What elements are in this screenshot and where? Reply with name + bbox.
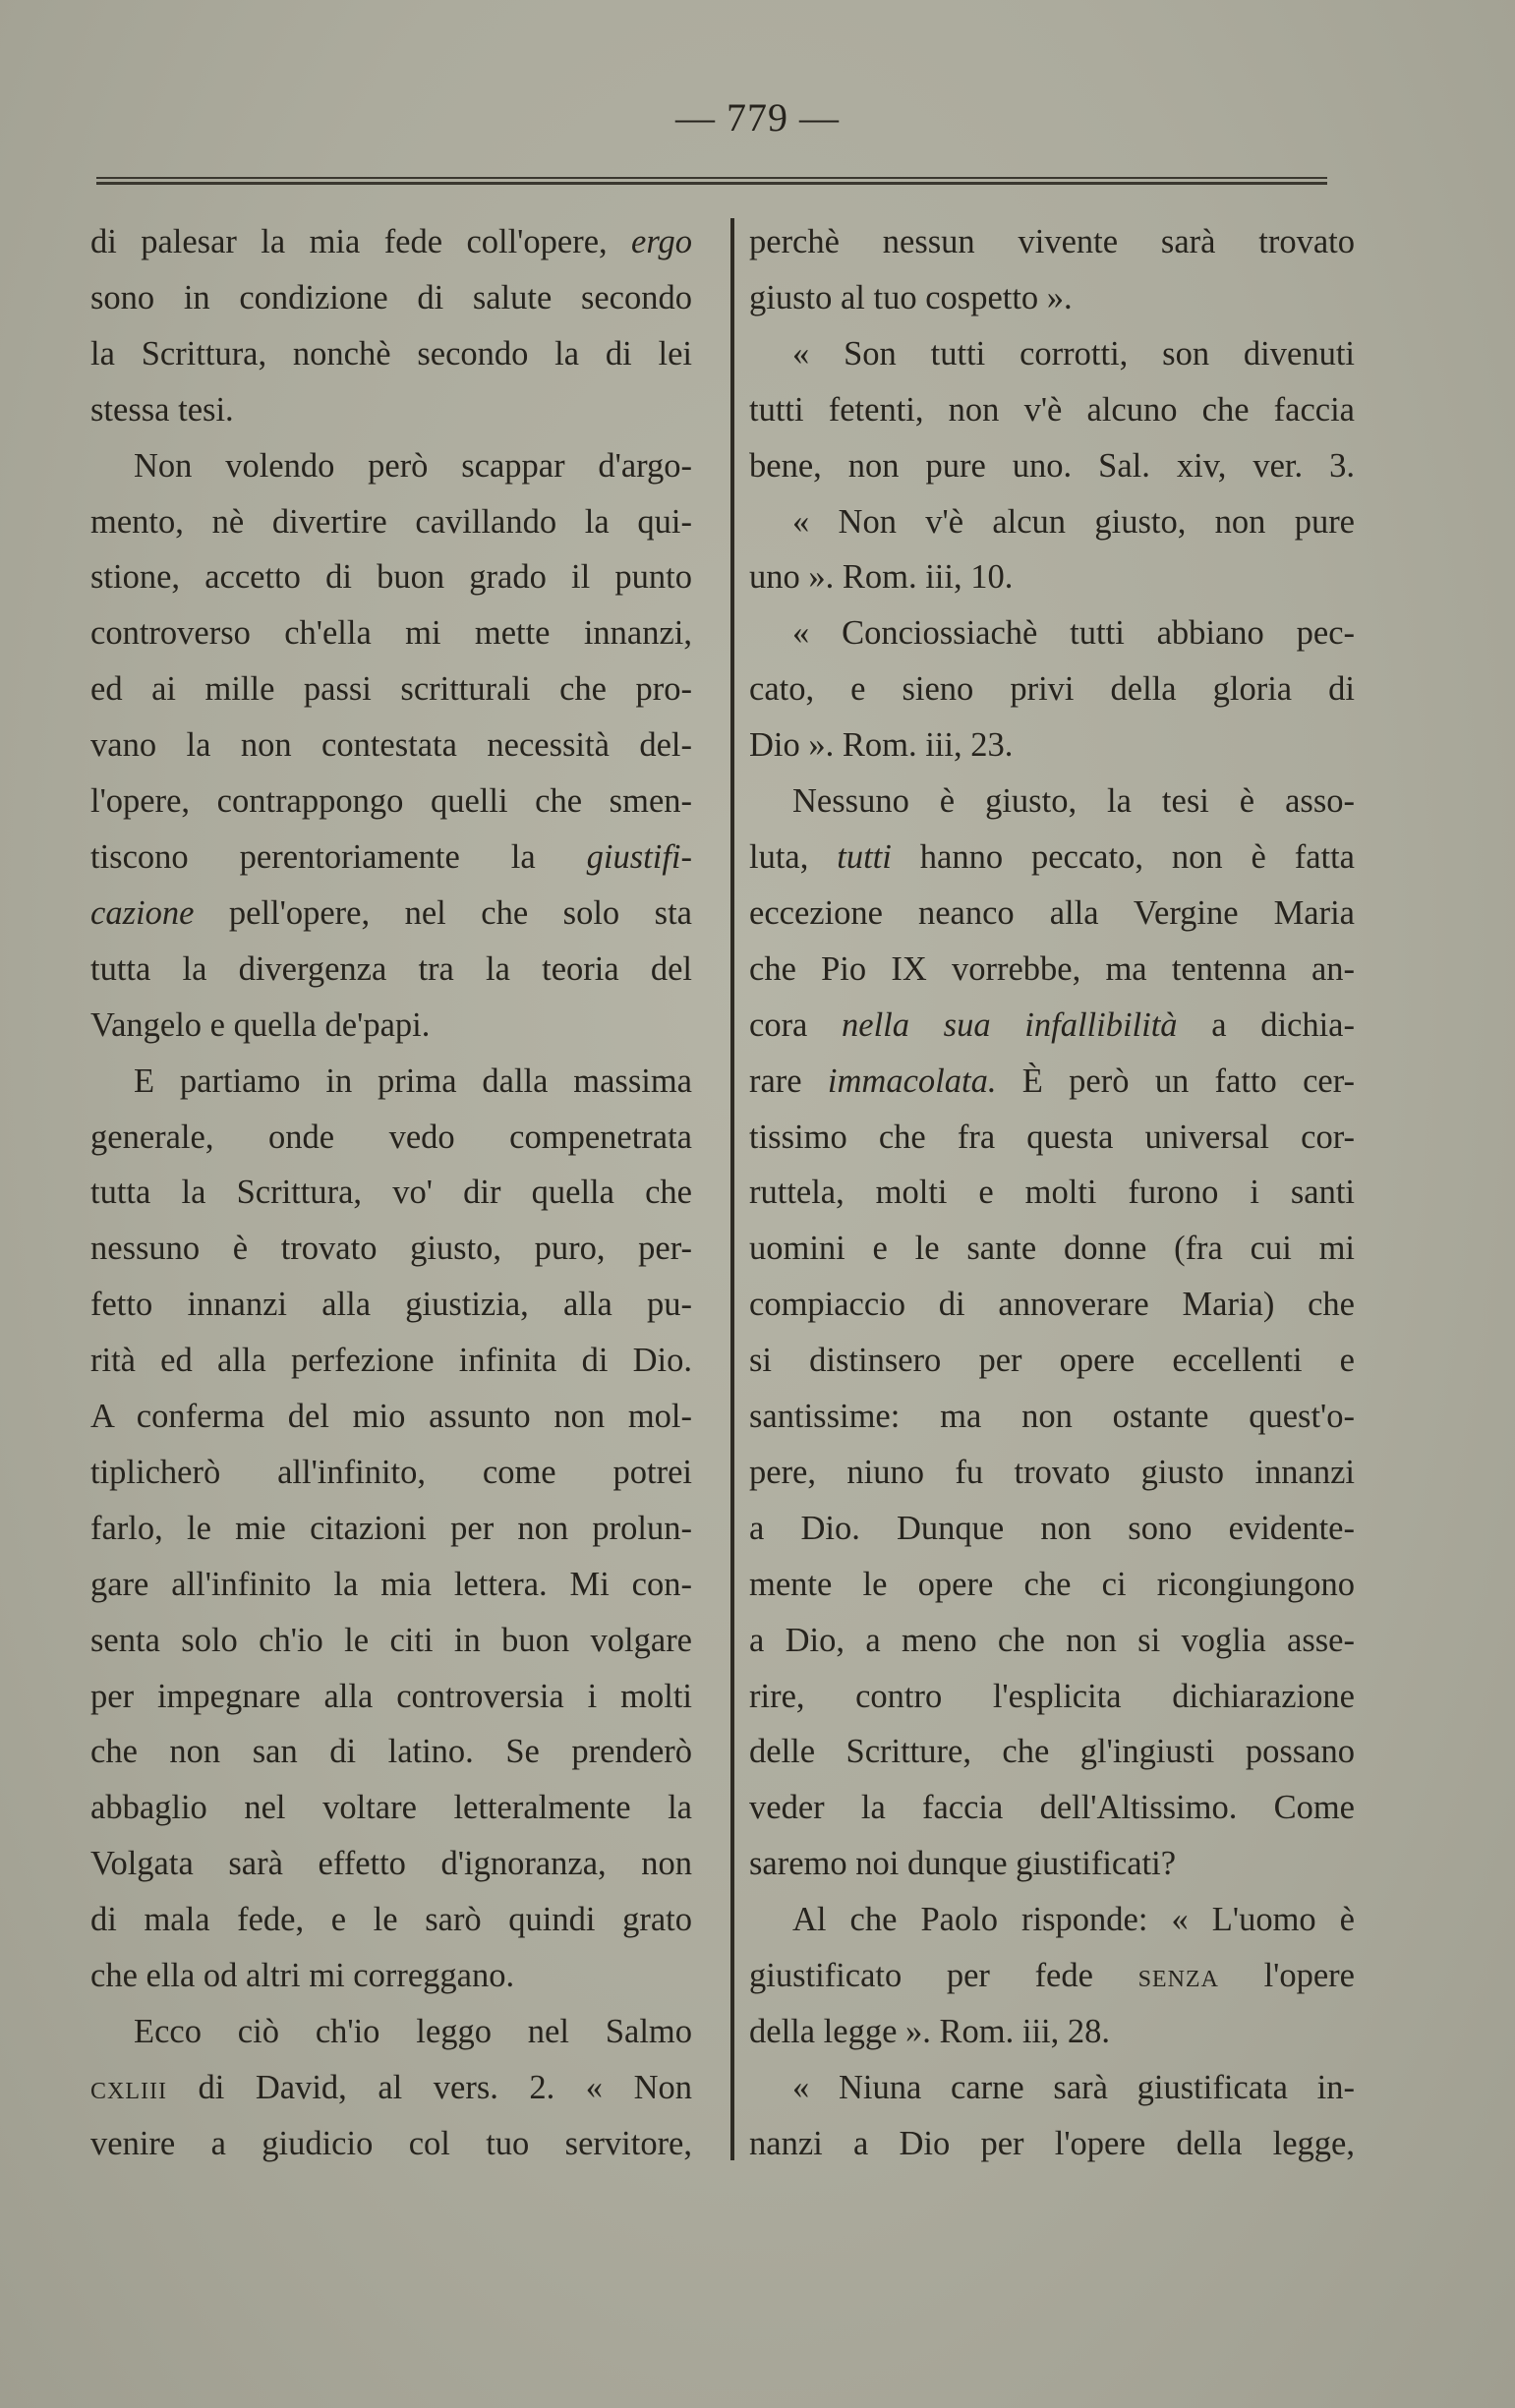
text-line xyxy=(749,1557,1355,1613)
text-run: tiplicherò all'infinito, come potrei xyxy=(90,1453,692,1491)
text-line xyxy=(749,774,1355,830)
text-line xyxy=(90,1333,692,1389)
text-run: stione, accetto di buon grado il punto xyxy=(90,558,692,597)
text-run: di David, al vers. 2. « Non xyxy=(166,2068,692,2106)
text-run: l'opere xyxy=(1218,1957,1355,1995)
text-run: pell'opere, nel che solo sta xyxy=(194,893,692,932)
text-run: uno ». Rom. iii, 10. xyxy=(749,558,1014,597)
text-run: rire, contro l'esplicita dichiarazione xyxy=(749,1677,1355,1715)
text-line xyxy=(90,1445,692,1501)
text-run: veder la faccia dell'Altissimo. Come xyxy=(749,1789,1355,1827)
text-run: « Son tutti corrotti, son divenuti xyxy=(792,334,1355,373)
italic-text: nella sua infallibilità xyxy=(842,1005,1178,1044)
text-line xyxy=(749,2004,1355,2060)
text-line xyxy=(90,1836,692,1892)
text-line xyxy=(749,1892,1355,1948)
text-line xyxy=(749,438,1355,494)
text-line xyxy=(90,661,692,717)
text-line xyxy=(90,549,692,605)
text-run: bene, non pure uno. Sal. xiv, ver. 3. xyxy=(749,446,1355,485)
text-line xyxy=(90,1110,692,1166)
text-run: mento, nè divertire cavillando la qui- xyxy=(90,502,692,541)
text-run: controverso ch'ella mi mette innanzi, xyxy=(90,614,692,653)
text-run: gare all'infinito la mia lettera. Mi con- xyxy=(90,1565,692,1603)
text-line xyxy=(749,1221,1355,1277)
italic-text: ergo xyxy=(631,223,692,260)
text-run: farlo, le mie citazioni per non prolun- xyxy=(90,1509,692,1547)
text-run: È però un fatto cer- xyxy=(996,1061,1355,1100)
text-run: per impegnare alla controversia i molti xyxy=(90,1677,692,1715)
text-run: di palesar la mia fede coll'opere, xyxy=(90,223,632,260)
text-run: che Pio IX vorrebbe, ma tentenna an- xyxy=(749,949,1355,988)
text-line xyxy=(90,1724,692,1780)
text-line xyxy=(749,942,1355,998)
text-line xyxy=(90,942,692,998)
text-line xyxy=(749,1836,1355,1892)
right-column xyxy=(749,214,1355,2172)
text-run: senta solo ch'io le citi in buon volgare xyxy=(90,1621,692,1659)
text-run: hanno peccato, non è fatta xyxy=(891,837,1355,876)
text-run: a dichia- xyxy=(1177,1005,1355,1044)
page-number: — 779 — xyxy=(675,95,840,140)
text-line xyxy=(749,1110,1355,1166)
text-run: nessuno è trovato giusto, puro, per- xyxy=(90,1230,692,1268)
italic-text: cazione xyxy=(90,893,195,932)
text-line xyxy=(749,1724,1355,1780)
text-line xyxy=(90,1054,692,1110)
italic-text: immacolata. xyxy=(827,1061,997,1100)
text-run: E partiamo in prima dalla massima xyxy=(134,1061,692,1100)
column-divider xyxy=(730,218,734,2160)
text-line xyxy=(90,774,692,830)
text-line xyxy=(90,438,692,494)
text-line xyxy=(749,494,1355,550)
text-run: Volgata sarà effetto d'ignoranza, non xyxy=(90,1845,692,1883)
text-run: tissimo che fra questa universal cor- xyxy=(749,1118,1355,1156)
text-run: a Dio, a meno che non si voglia asse- xyxy=(749,1621,1355,1659)
text-run: saremo noi dunque giustificati? xyxy=(749,1845,1177,1883)
text-line xyxy=(90,830,692,886)
text-line xyxy=(90,1613,692,1669)
text-run: « Conciossiachè tutti abbiano pec- xyxy=(792,614,1355,653)
text-line xyxy=(749,1333,1355,1389)
text-line xyxy=(749,2060,1355,2116)
text-run: che ella od altri mi correggano. xyxy=(90,1957,515,1995)
text-line xyxy=(90,2004,692,2060)
text-line xyxy=(749,1054,1355,1110)
text-run: si distinsero per opere eccellenti e xyxy=(749,1342,1355,1380)
text-line xyxy=(749,1389,1355,1445)
text-run: eccezione neanco alla Vergine Maria xyxy=(749,893,1355,932)
text-run: a Dio. Dunque non sono evidente- xyxy=(749,1509,1355,1547)
italic-text: giustifi- xyxy=(586,837,692,876)
text-run: generale, onde vedo compenetrata xyxy=(90,1118,692,1156)
text-run: nanzi a Dio per l'opere della legge, xyxy=(749,2124,1355,2162)
text-run: cato, e sieno privi della gloria di xyxy=(749,670,1355,709)
text-line xyxy=(749,1613,1355,1669)
text-line xyxy=(749,886,1355,942)
text-line xyxy=(749,717,1355,774)
text-run: vano la non contestata necessità del- xyxy=(90,726,692,765)
text-run: giustificato per fede xyxy=(749,1957,1138,1995)
text-run: mente le opere che ci ricongiungono xyxy=(749,1565,1355,1603)
text-run: luta, xyxy=(749,837,838,876)
text-run: delle Scritture, che gl'ingiusti possano xyxy=(749,1733,1355,1771)
text-run: « Non v'è alcun giusto, non pure xyxy=(792,502,1355,541)
text-run: tutti fetenti, non v'è alcuno che faccia xyxy=(749,390,1355,429)
text-run: santissime: ma non ostante quest'o- xyxy=(749,1398,1355,1436)
text-line xyxy=(90,1948,692,2004)
text-line xyxy=(90,326,692,382)
text-run: fetto innanzi alla giustizia, alla pu- xyxy=(90,1286,692,1324)
text-run: Non volendo però scappar d'argo- xyxy=(134,446,692,485)
text-run: ruttela, molti e molti furono i santi xyxy=(749,1174,1355,1212)
text-run: di mala fede, e le sarò quindi grato xyxy=(90,1901,692,1939)
text-line xyxy=(90,1165,692,1221)
text-line xyxy=(749,1445,1355,1501)
text-line xyxy=(90,998,692,1054)
text-run: tiscono perentoriamente la xyxy=(90,837,587,876)
text-line xyxy=(90,494,692,550)
text-run: venire a giudicio col tuo servitore, xyxy=(90,2124,692,2162)
text-line xyxy=(749,270,1355,326)
text-line xyxy=(749,1501,1355,1557)
text-line xyxy=(749,830,1355,886)
text-line xyxy=(90,2060,692,2116)
text-run: ed ai mille passi scritturali che pro- xyxy=(90,670,692,709)
text-line xyxy=(749,1780,1355,1836)
text-run: Ecco ciò ch'io leggo nel Salmo xyxy=(134,2013,692,2050)
text-run: stessa tesi. xyxy=(90,390,234,429)
text-line xyxy=(90,382,692,438)
text-line xyxy=(749,382,1355,438)
text-run: tutta la divergenza tra la teoria del xyxy=(90,949,692,988)
text-run: rare xyxy=(749,1061,828,1100)
text-run: abbaglio nel voltare letteralmente la xyxy=(90,1789,692,1827)
text-line xyxy=(749,1165,1355,1221)
text-line xyxy=(90,214,692,270)
text-run: Al che Paolo risponde: « L'uomo è xyxy=(792,1901,1355,1939)
text-run: della legge ». Rom. iii, 28. xyxy=(749,2013,1110,2050)
small-caps-text: cxliii xyxy=(90,2068,167,2106)
text-run: sono in condizione di salute secondo xyxy=(90,278,692,316)
text-run: pere, niuno fu trovato giusto innanzi xyxy=(749,1453,1355,1491)
text-line xyxy=(90,1501,692,1557)
text-line xyxy=(749,1948,1355,2004)
text-line xyxy=(90,1389,692,1445)
text-run: rità ed alla perfezione infinita di Dio. xyxy=(90,1342,692,1380)
text-line xyxy=(90,605,692,661)
header-double-rule xyxy=(96,177,1327,186)
text-run: la Scrittura, nonchè secondo la di lei xyxy=(90,334,692,373)
text-line xyxy=(749,661,1355,717)
small-caps-text: senza xyxy=(1137,1957,1219,1995)
text-run: Dio ». Rom. iii, 23. xyxy=(749,726,1014,765)
text-line xyxy=(749,1669,1355,1725)
text-run: A conferma del mio assunto non mol- xyxy=(90,1398,692,1436)
text-line xyxy=(90,270,692,326)
text-run: compiaccio di annoverare Maria) che xyxy=(749,1286,1355,1324)
text-run: « Niuna carne sarà giustificata in- xyxy=(792,2068,1355,2106)
text-line xyxy=(749,326,1355,382)
text-run: giusto al tuo cospetto ». xyxy=(749,278,1073,316)
text-run: cora xyxy=(749,1005,843,1044)
text-line xyxy=(749,549,1355,605)
text-line xyxy=(90,886,692,942)
text-run: Nessuno è giusto, la tesi è asso- xyxy=(792,782,1355,821)
italic-text: tutti xyxy=(837,837,892,876)
text-run: perchè nessun vivente sarà trovato xyxy=(749,223,1355,260)
text-run: uomini e le sante donne (fra cui mi xyxy=(749,1230,1355,1268)
text-run: tutta la Scrittura, vo' dir quella che xyxy=(90,1174,692,1212)
text-line xyxy=(749,1277,1355,1333)
text-line xyxy=(90,1669,692,1725)
text-line xyxy=(90,2116,692,2172)
text-line xyxy=(90,1277,692,1333)
text-line xyxy=(90,1780,692,1836)
text-line xyxy=(90,1557,692,1613)
text-line xyxy=(90,1892,692,1948)
text-line xyxy=(749,605,1355,661)
text-line xyxy=(749,2116,1355,2172)
text-line xyxy=(749,998,1355,1054)
text-run: l'opere, contrappongo quelli che smen- xyxy=(90,782,692,821)
text-line xyxy=(749,214,1355,270)
text-run: Vangelo e quella de'papi. xyxy=(90,1005,431,1044)
text-line xyxy=(90,1221,692,1277)
text-run: che non san di latino. Se prenderò xyxy=(90,1733,692,1771)
left-column xyxy=(90,214,692,2172)
text-line xyxy=(90,717,692,774)
